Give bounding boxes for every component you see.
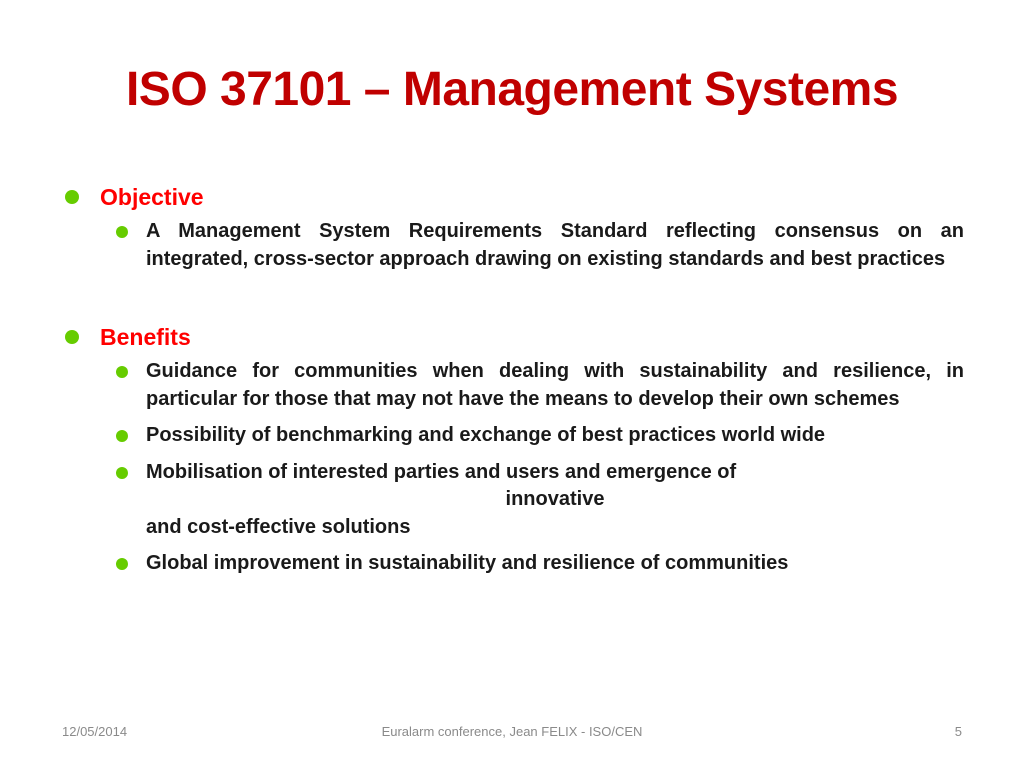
list-item <box>62 218 964 273</box>
section-heading-objective <box>62 180 964 214</box>
benefits-list <box>62 358 964 578</box>
list-item <box>62 358 964 413</box>
objective-list <box>62 218 964 273</box>
list-item <box>62 422 964 450</box>
bullet-icon <box>116 366 128 378</box>
bullet-icon <box>116 467 128 479</box>
list-item-text-line3: and cost-effective solutions <box>146 515 411 538</box>
section-heading-label: Objective <box>100 184 204 210</box>
bullet-icon <box>116 558 128 570</box>
slide-title: ISO 37101 – Management Systems <box>125 63 899 116</box>
page-number: 5 <box>954 724 962 739</box>
bullet-icon <box>116 226 128 238</box>
footer-center-text: Euralarm conference, Jean FELIX - ISO/CEN <box>381 724 643 739</box>
section-heading-label: Benefits <box>100 324 191 350</box>
bullet-icon <box>116 430 128 442</box>
list-item <box>62 459 964 542</box>
list-item-text: A Management System Requirements Standard reflecting consensus on an integrated, cross-sector approach drawing on existing standards and best practices <box>146 220 964 270</box>
footer-date: 12/05/2014 <box>62 724 128 739</box>
bullet-icon <box>65 330 79 344</box>
list-item-text-line1: Mobilisation of interested parties and users and emergence of <box>146 460 737 483</box>
list-item-text: Guidance for communities when dealing with sustainability and resilience, in particular for those that may not have the means to develop their own schemes <box>146 360 964 410</box>
list-item-text: Possibility of benchmarking and exchange of best practices world wide <box>146 424 826 446</box>
list-item <box>62 550 964 578</box>
list-item-text-line2: innovative <box>505 488 605 510</box>
bullet-icon <box>65 190 79 204</box>
section-heading-benefits <box>62 320 964 354</box>
slide-body <box>62 180 964 587</box>
list-item-text: Global improvement in sustainability and resilience of communities <box>146 552 789 574</box>
